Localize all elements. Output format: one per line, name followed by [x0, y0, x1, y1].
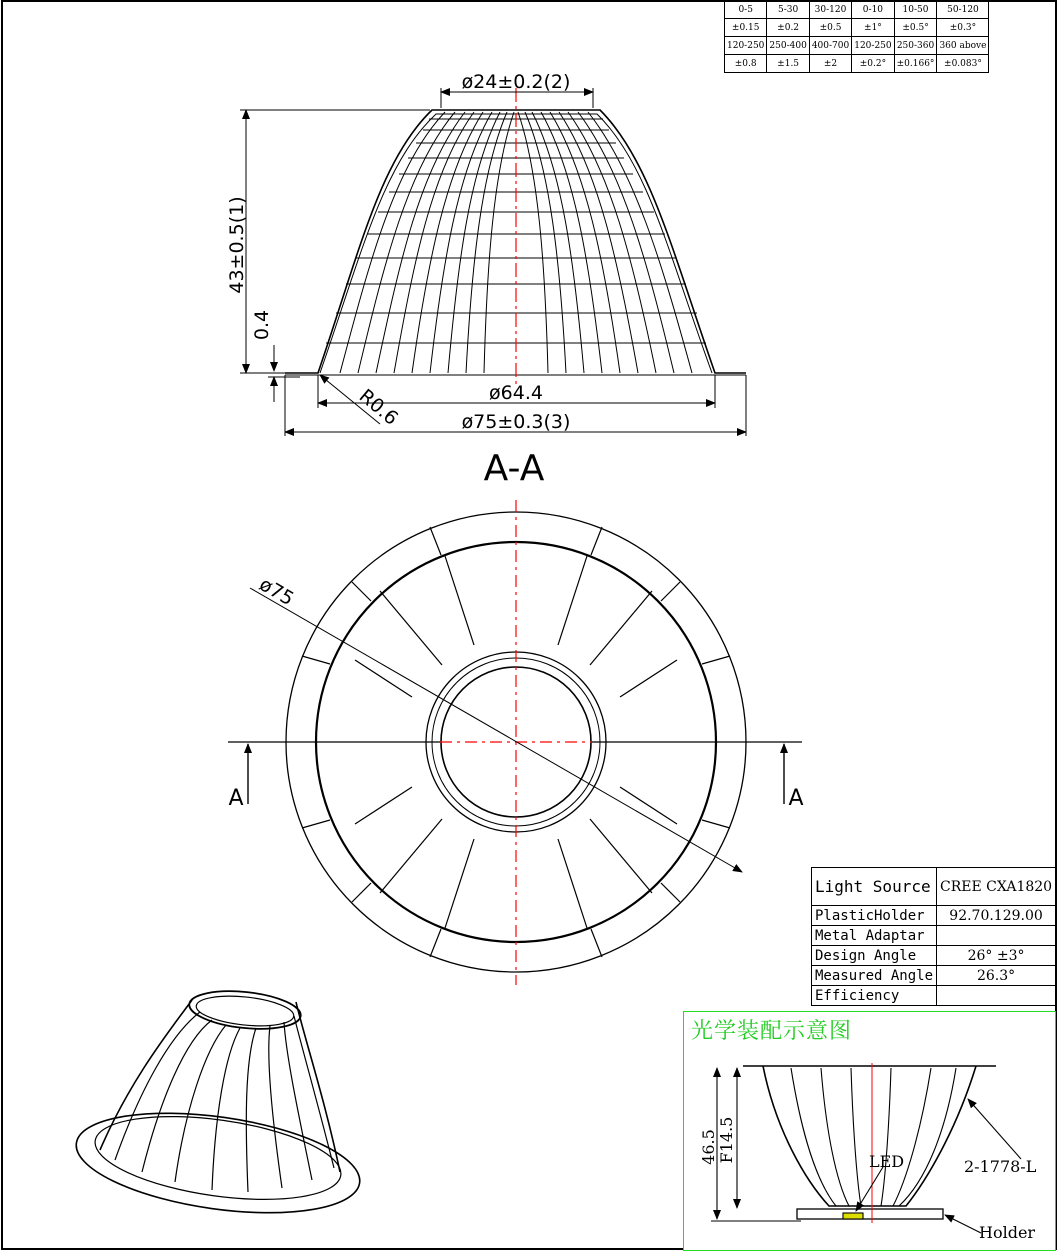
tol-cell: ±2: [809, 55, 851, 73]
cut-label-left: A: [228, 786, 244, 811]
spec-label: Measured Angle: [812, 966, 937, 986]
dim-top-diameter: ø24±0.2(2): [461, 71, 571, 93]
section-label: A-A: [483, 448, 545, 489]
tol-cell: ±0.8: [725, 55, 767, 73]
tol-cell: ±0.2: [767, 19, 809, 37]
spec-value: [937, 986, 1056, 1006]
dim-plan-diameter: ø75: [255, 573, 298, 611]
tol-cell: 250-360: [894, 37, 937, 55]
tol-cell: 120-250: [852, 37, 894, 55]
label-holder: Holder: [979, 1223, 1036, 1242]
label-reflector: 2-1778-L: [964, 1157, 1037, 1176]
assembly-title: 光学装配示意图: [691, 1019, 853, 1044]
spec-label: Metal Adaptar: [812, 926, 937, 946]
spec-value: CREE CXA1820: [937, 868, 1056, 906]
spec-label: PlasticHolder: [812, 906, 937, 926]
tol-cell: 50-120: [937, 1, 989, 19]
dim-height: 43±0.5(1): [226, 196, 248, 294]
spec-label: Design Angle: [812, 946, 937, 966]
tol-cell: ±0.083°: [937, 55, 989, 73]
assembly-overlay: [684, 1012, 1055, 1250]
cut-label-right: A: [788, 786, 804, 811]
isometric-view: [70, 986, 366, 1228]
tol-cell: 360 above: [937, 37, 989, 55]
tol-cell: ±0.166°: [894, 55, 937, 73]
tol-cell: 400-700: [809, 37, 851, 55]
spec-value: [937, 926, 1056, 946]
tol-cell: 250-400: [767, 37, 809, 55]
spec-value: 26.3°: [937, 966, 1056, 986]
tol-cell: ±1.5: [767, 55, 809, 73]
tol-cell: ±0.3°: [937, 19, 989, 37]
plan-view: [228, 500, 802, 985]
tol-cell: 30-120: [809, 1, 851, 19]
spec-label: Light Source: [812, 868, 937, 906]
spec-table: [811, 867, 1056, 1006]
dim-focal: F14.5: [717, 1116, 736, 1164]
dim-flange-thickness: 0.4: [251, 309, 273, 341]
tol-cell: 0-5: [725, 1, 767, 19]
dim-outer-diameter: ø75±0.3(3): [461, 411, 571, 433]
spec-value: 26° ±3°: [937, 946, 1056, 966]
tol-cell: 120-250: [725, 37, 767, 55]
tol-cell: 10-50: [894, 1, 937, 19]
dim-total-height: 46.5: [699, 1129, 718, 1165]
dim-inner-diameter: ø64.4: [489, 382, 543, 404]
tol-cell: ±0.15: [725, 19, 767, 37]
tol-cell: 0-10: [852, 1, 894, 19]
spec-value: 92.70.129.00: [937, 906, 1056, 926]
dim-radius: R0.6: [354, 384, 403, 430]
tol-cell: ±0.5: [809, 19, 851, 37]
assembly-diagram-box: [683, 1011, 1056, 1251]
tol-cell: ±0.2°: [852, 55, 894, 73]
tol-cell: ±0.5°: [894, 19, 937, 37]
tol-cell: 5-30: [767, 1, 809, 19]
spec-label: Efficiency: [812, 986, 937, 1006]
label-led: LED: [869, 1152, 905, 1171]
tolerance-table: [724, 0, 989, 73]
tol-cell: ±1°: [852, 19, 894, 37]
